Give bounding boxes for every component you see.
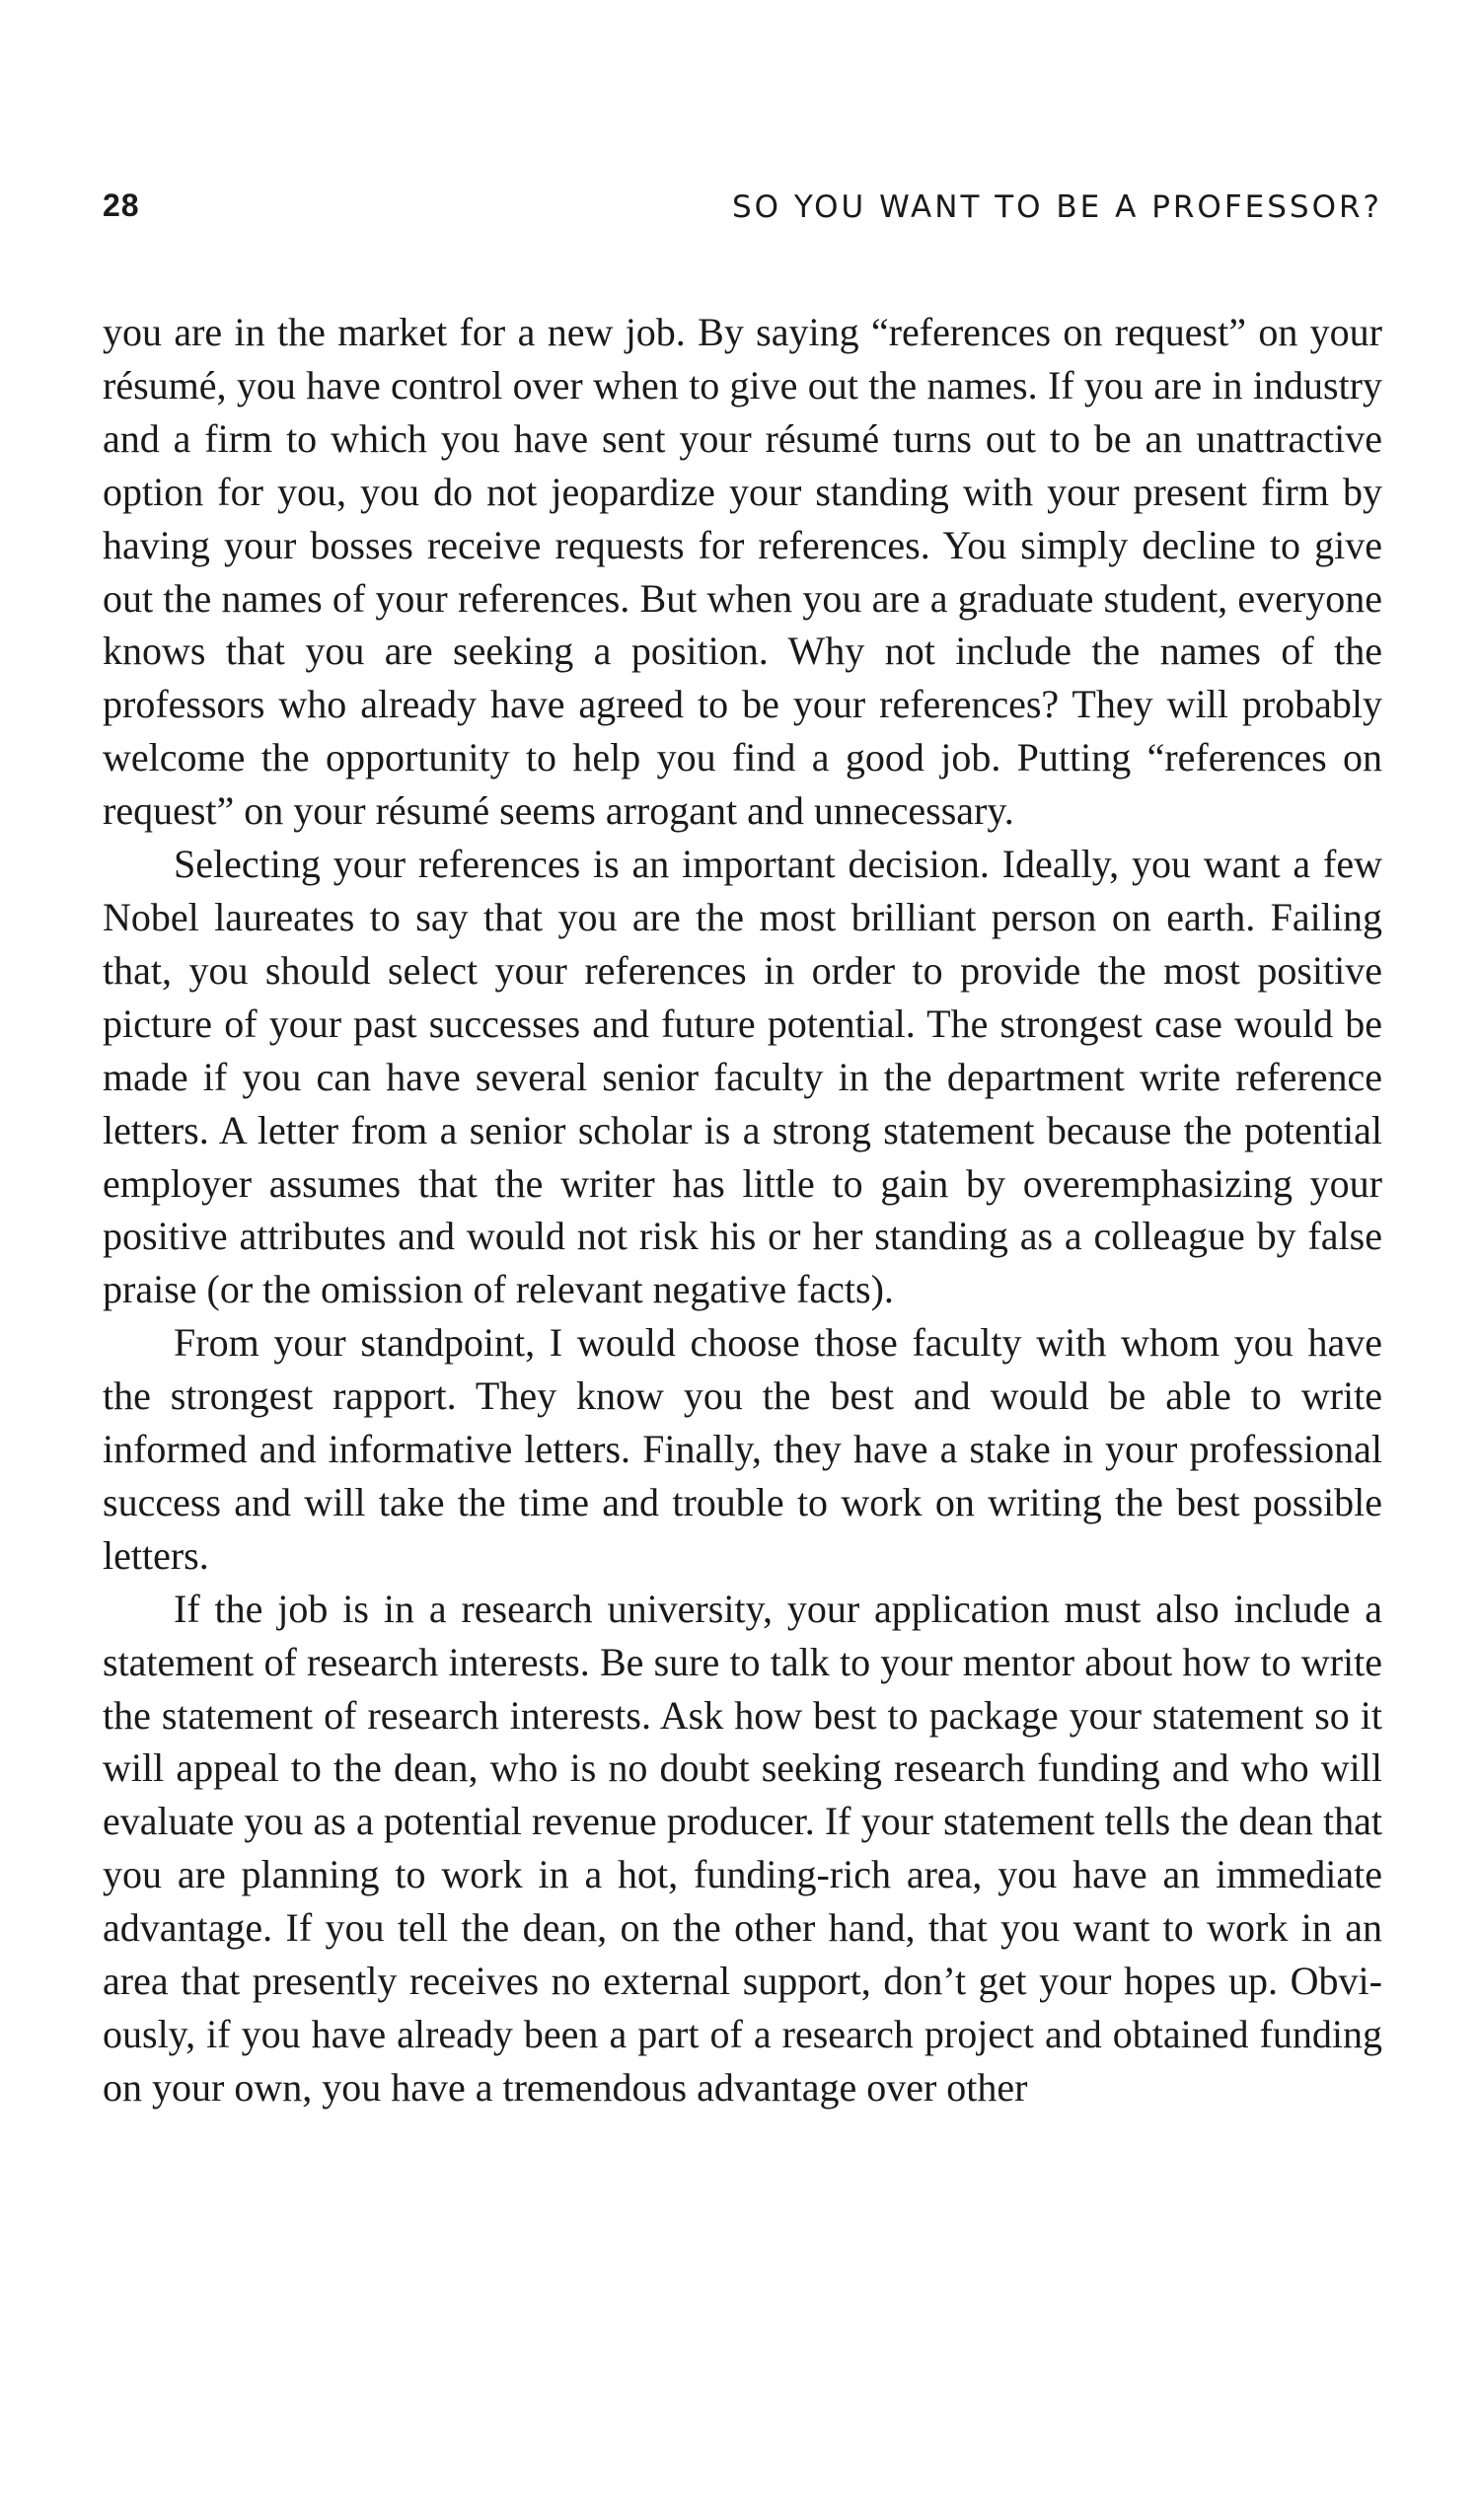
running-title: SO YOU WANT TO BE A PROFESSOR? [731,189,1382,225]
paragraph-research-statement: If the job is in a research university, your application must also include a statement of research interests. Be sure to talk to your mentor about how to write the statement of research interests. Ask how best to package your statement so it will appeal to the dean, who is no doubt seeking research funding and who will evaluate you as a potential revenue producer. If your statement tells the dean that you are planning to work in a hot, funding-rich area, you have an immediate advantage. If you tell the dean, on the other hand, that you want to work in an area that presently receives no external support, don’t get your hopes up. Obviously, if you have already been a part of a research project and obtained funding on your own, you have a tremendous advantage over other [103,1586,1382,2110]
running-head [103,187,1382,237]
paragraph-selecting-references: Selecting your references is an important decision. Ideally, you want a few Nobel laureates to say that you are the most brilliant person on earth. Failing that, you should select your references in order to provide the most positive picture of your past successes and future potential. The strongest case would be made if you can have several senior faculty in the department write reference letters. A letter from a senior scholar is a strong statement because the potential employer assumes that the writer has little to gain by overemphasizing your positive attributes and would not risk his or her standing as a colleague by false praise (or the omission of relevant negative facts). [103,842,1382,1312]
paragraph-standpoint: From your standpoint, I would choose those faculty with whom you have the strongest rapport. They know you the best and would be able to write informed and informative letters. Finally, they have a stake in your professional success and will take the time and trouble to work on writing the best possible letters. [103,1320,1382,1578]
page-number: 28 [103,187,140,223]
paragraph-continued: you are in the market for a new job. By saying “references on request” on your résumé, you have control over when to give out the names. If you are in industry and a firm to which you have sent your résumé turns out to be an unattractive option for you, you do not jeopardize your standing with your present firm by having your bosses receive requests for references. You simply decline to give out the names of your references. But when you are a graduate student, everyone knows that you are seeking a position. Why not include the names of the professors who already have agreed to be your references? They will probably welcome the opportunity to help you find a good job. Putting “references on request” on your résumé seems arrogant and unnecessary. [103,310,1382,834]
body-text [103,306,1382,2114]
